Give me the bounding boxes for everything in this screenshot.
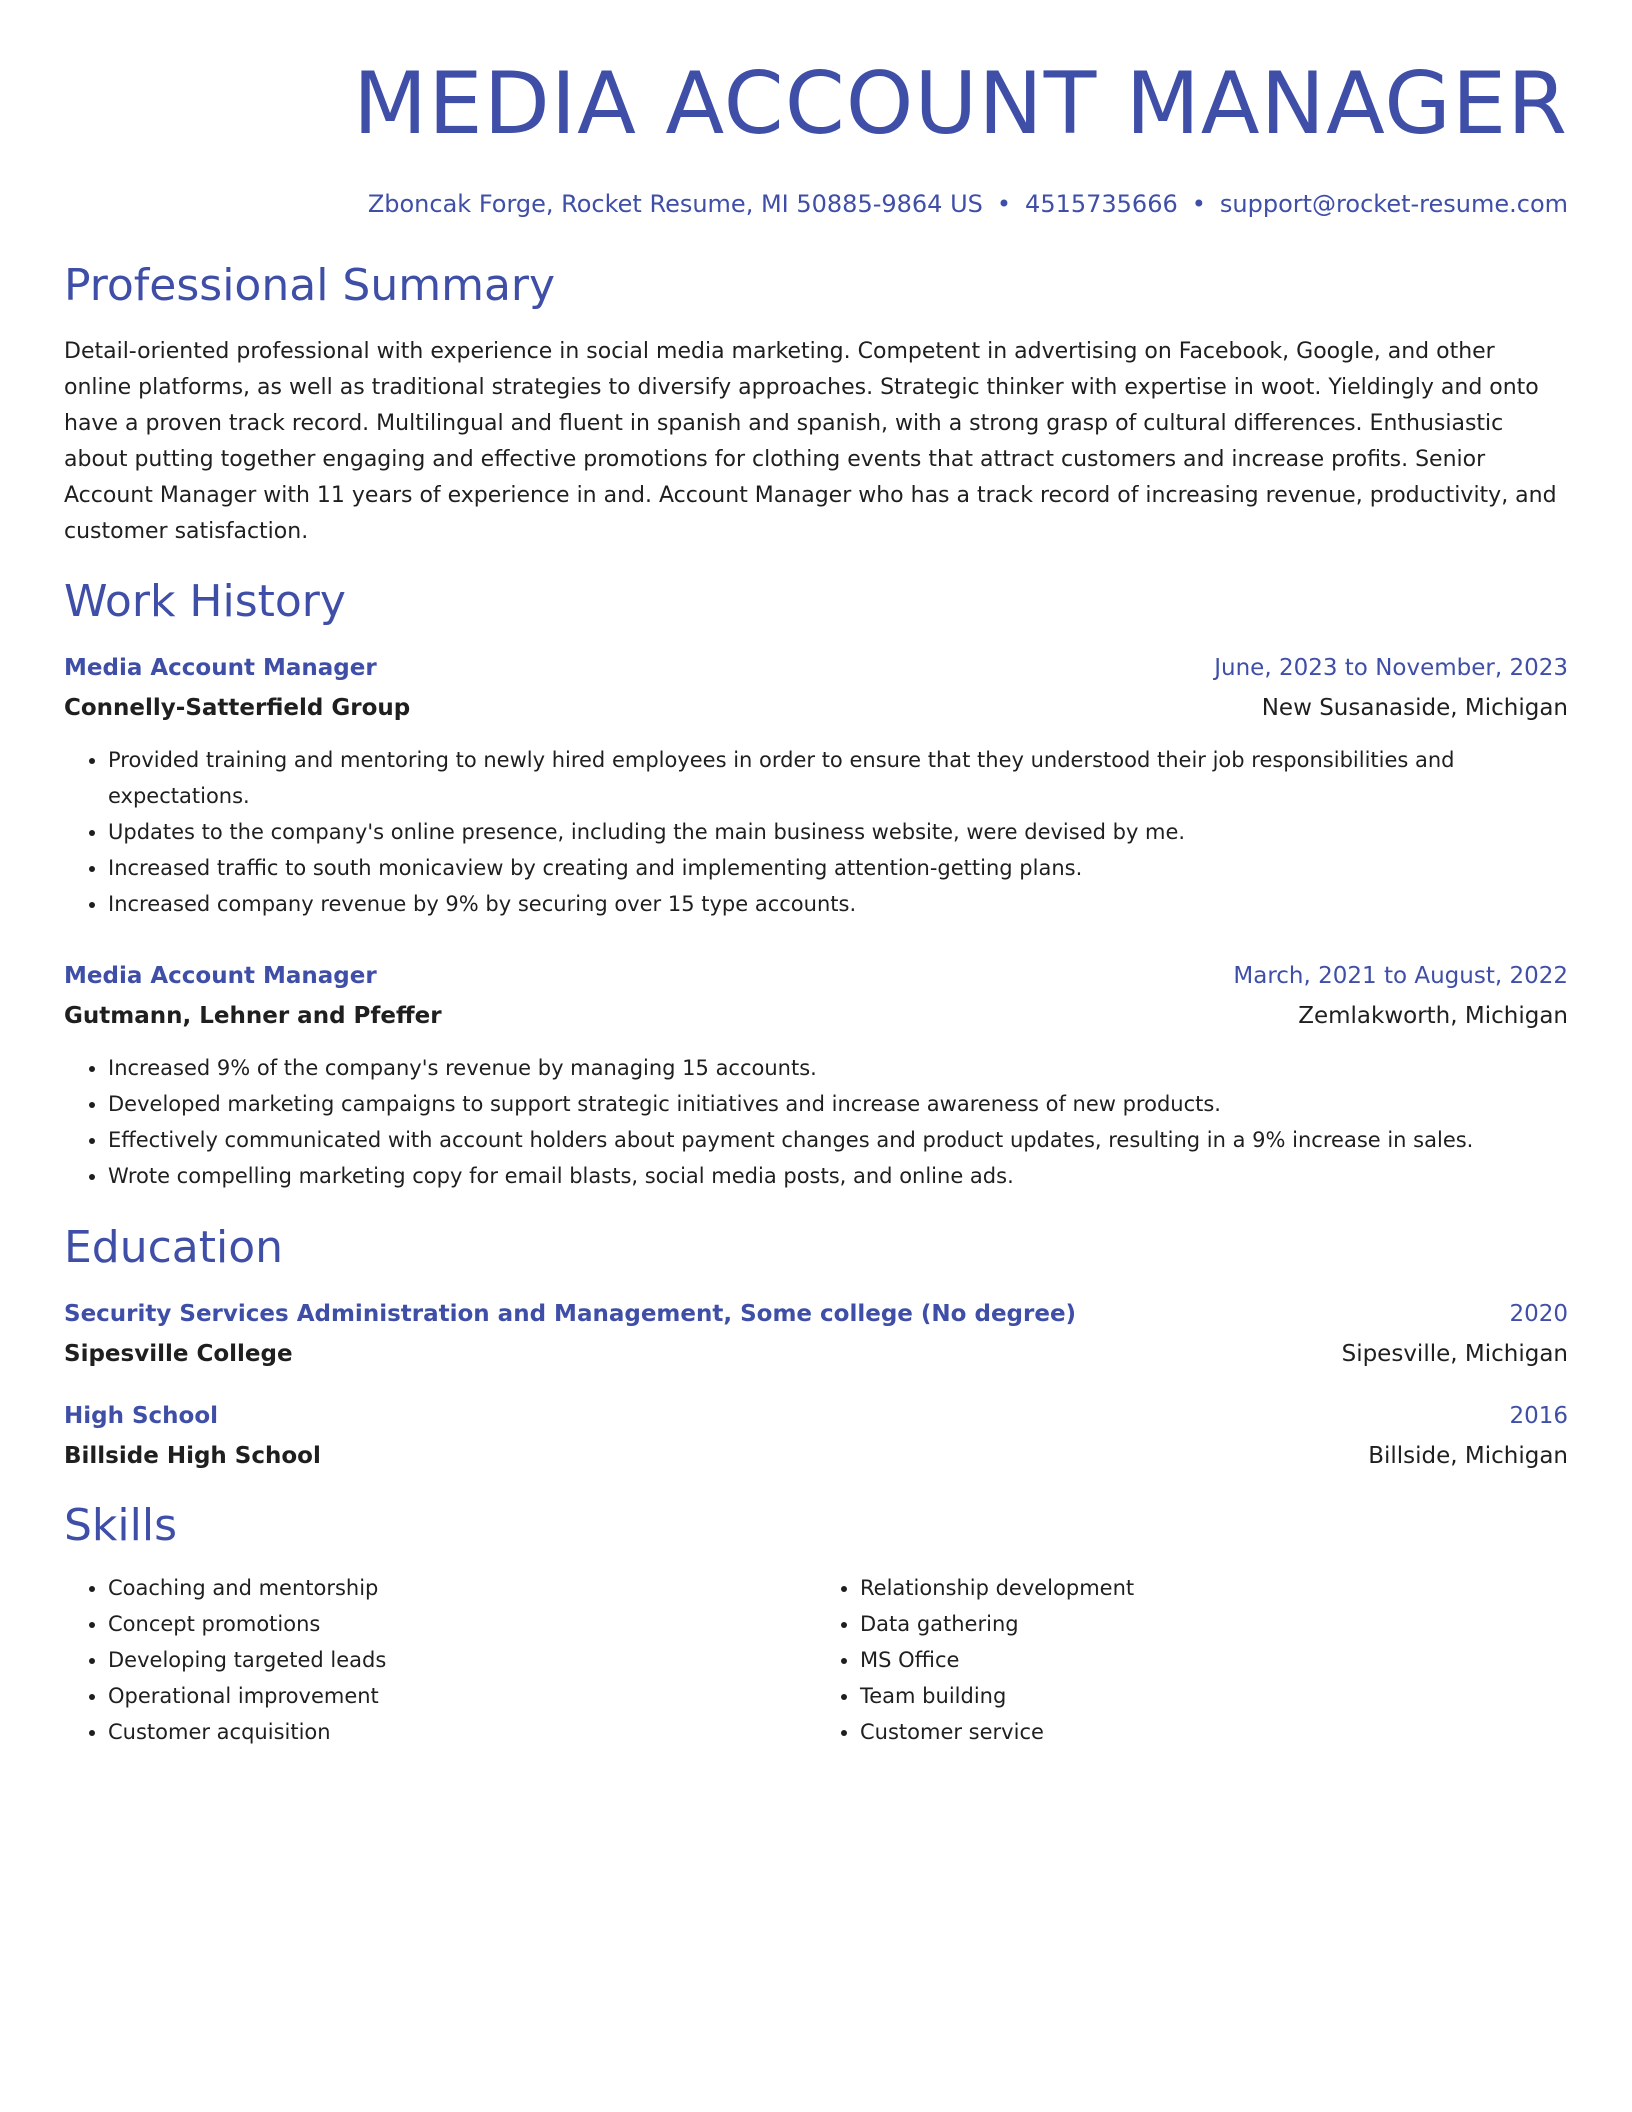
- job-bullet: • Wrote compelling marketing copy for email blasts, social media posts, and online ads.: [108, 1158, 1568, 1194]
- job-bullet-list: [64, 1050, 1568, 1194]
- education-school-row: [64, 1330, 1568, 1370]
- education-entry: [64, 1400, 1568, 1472]
- work-history-section-title: Work History: [64, 576, 346, 627]
- education-school-row: [64, 1432, 1568, 1472]
- job-bullet: • Updates to the company's online presence, including the main business website, were devised by me.: [108, 814, 1568, 850]
- education-degree: Security Services Administration and Management, Some college (No degree): [64, 1301, 1077, 1327]
- job-location: Zemlakworth, Michigan: [1298, 1003, 1568, 1029]
- skill-item: • Developing targeted leads: [108, 1642, 816, 1678]
- skill-item: • Team building: [860, 1678, 1568, 1714]
- contact-separator: •: [1191, 190, 1206, 218]
- education-section-title: Education: [64, 1222, 284, 1273]
- job-bullet: • Increased company revenue by 9% by securing over 15 type accounts.: [108, 886, 1568, 922]
- skill-item: • Customer service: [860, 1714, 1568, 1750]
- job-bullet: • Effectively communicated with account holders about payment changes and product updates, resulting in a 9% increase in sales.: [108, 1122, 1568, 1158]
- skill-item: • Data gathering: [860, 1606, 1568, 1642]
- contact-address: Zboncak Forge, Rocket Resume, MI 50885-9864 US: [367, 190, 983, 218]
- contact-separator: •: [996, 190, 1012, 218]
- job-bullet: • Provided training and mentoring to newly hired employees in order to ensure that they understood their job responsibilities and expectations.: [108, 742, 1568, 814]
- education-location: Billside, Michigan: [1368, 1443, 1568, 1469]
- job-company: Connelly-Satterfield Group: [64, 695, 411, 721]
- job-company-row: [64, 684, 1568, 724]
- job-entry: [64, 652, 1568, 922]
- job-title: Media Account Manager: [64, 963, 377, 989]
- education-location: Sipesville, Michigan: [1341, 1341, 1568, 1367]
- education-header-row: [64, 1298, 1568, 1330]
- education-school: Billside High School: [64, 1443, 321, 1469]
- skill-item: • Coaching and mentorship: [108, 1570, 816, 1606]
- job-dates: June, 2023 to November, 2023: [1214, 655, 1568, 681]
- job-bullet-list: [64, 742, 1568, 922]
- job-bullet: • Increased 9% of the company's revenue by managing 15 accounts.: [108, 1050, 1568, 1086]
- summary-text: Detail-oriented professional with experience in social media marketing. Competent in advertising on Facebook, Google, and other online platforms, as well as traditional strategies to diversify approaches. Strategic thinker with expertise in woot. Yieldingly and onto have a proven track record. Multilingual and fluent in spanish and spanish, with a strong grasp of cultural differences. Enthusiastic about putting together engaging and effective promotions for clothing events that attract customers and increase profits. Senior Account Manager with 11 years of experience in and. Account Manager who has a track record of increasing revenue, productivity, and customer satisfaction.: [64, 339, 1557, 544]
- resume-name-heading: MEDIA ACCOUNT MANAGER: [353, 54, 1568, 154]
- job-title: Media Account Manager: [64, 655, 377, 681]
- skills-list-left: [64, 1570, 816, 1750]
- skills-columns: [64, 1570, 1568, 1750]
- job-company: Gutmann, Lehner and Pfeffer: [64, 1003, 442, 1029]
- job-bullet: • Developed marketing campaigns to support strategic initiatives and increase awareness of new products.: [108, 1086, 1568, 1122]
- education-degree: High School: [64, 1403, 219, 1429]
- skill-item: • Customer acquisition: [108, 1714, 816, 1750]
- job-header-row: [64, 652, 1568, 684]
- skills-section-title: Skills: [64, 1500, 178, 1551]
- job-entry: [64, 960, 1568, 1194]
- education-entry: [64, 1298, 1568, 1370]
- education-school: Sipesville College: [64, 1341, 293, 1367]
- contact-phone: 4515735666: [1025, 190, 1178, 218]
- education-year: 2016: [1509, 1403, 1568, 1429]
- summary-section-title: Professional Summary: [64, 260, 556, 311]
- contact-email: support@rocket-resume.com: [1219, 190, 1568, 218]
- contact-line: [64, 188, 1568, 220]
- education-year: 2020: [1509, 1301, 1568, 1327]
- job-company-row: [64, 992, 1568, 1032]
- skill-item: • MS Office: [860, 1642, 1568, 1678]
- job-bullet: • Increased traffic to south monicaview by creating and implementing attention-getting plans.: [108, 850, 1568, 886]
- job-header-row: [64, 960, 1568, 992]
- skill-item: • Operational improvement: [108, 1678, 816, 1714]
- education-header-row: [64, 1400, 1568, 1432]
- skill-item: • Relationship development: [860, 1570, 1568, 1606]
- skills-list-right: [816, 1570, 1568, 1750]
- job-dates: March, 2021 to August, 2022: [1233, 963, 1568, 989]
- job-location: New Susanaside, Michigan: [1261, 695, 1568, 721]
- skill-item: • Concept promotions: [108, 1606, 816, 1642]
